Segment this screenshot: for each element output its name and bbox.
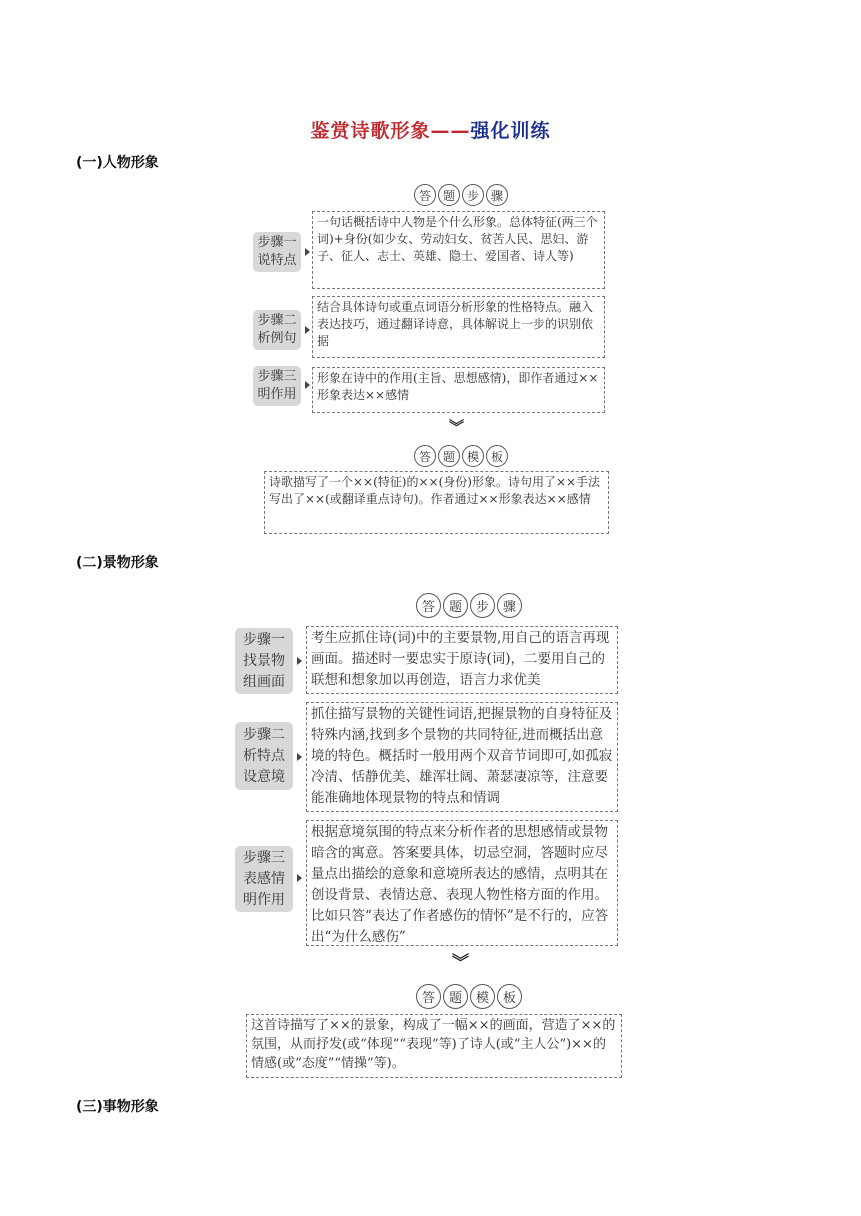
arrow-right-icon bbox=[297, 657, 302, 665]
scene-step-2-text: 抓住描写景物的关键性词语,把握景物的自身特征及特殊内涵,找到多个景物的共同特征,进而概括出意境的特色。概括时一般用两个双音节词即可,如孤寂冷清、恬静优美、雄浑壮阔、萧瑟凄凉等，注意要能准确地体现景物的特点和情调 bbox=[306, 702, 618, 812]
section-heading-object: (三)事物形象 bbox=[76, 1099, 159, 1115]
person-step-3-label: 步骤三 明作用 bbox=[253, 366, 301, 406]
title-char: 板 bbox=[497, 984, 522, 1009]
title-dash: —— bbox=[430, 120, 471, 142]
arrow-right-icon bbox=[305, 248, 310, 256]
title-char: 答 bbox=[414, 445, 436, 467]
scene-step-1-label: 步骤一 找景物 组画面 bbox=[235, 628, 293, 694]
section-heading-scene: (二)景物形象 bbox=[76, 555, 159, 571]
title-char: 板 bbox=[486, 445, 508, 467]
scene-step-2-label: 步骤二 析特点 设意境 bbox=[235, 722, 293, 790]
section-heading-person: (一)人物形象 bbox=[76, 155, 159, 171]
title-char: 步 bbox=[462, 184, 484, 206]
title-char: 题 bbox=[443, 984, 468, 1009]
title-char: 模 bbox=[470, 984, 495, 1009]
arrow-right-icon bbox=[297, 874, 302, 882]
scene-template-text: 这首诗描写了××的景象，构成了一幅××的画面，营造了××的氛围，从而抒发(或“体现”“表现”等)了诗人(或“主人公”)××的情感(或“态度”“情操”等)。 bbox=[246, 1014, 622, 1078]
scene-step-3-text: 根据意境氛围的特点来分析作者的思想感情或景物暗含的寓意。答案要具体，切忌空洞，答题时应尽量点出描绘的意象和意境所表达的感情，点明其在创设背景、表情达意、表现人物性格方面的作用。比如只答“表达了作者感伤的情怀”是不行的，应答出“为什么感伤” bbox=[306, 820, 618, 946]
arrow-right-icon bbox=[305, 326, 310, 334]
title-char: 题 bbox=[443, 593, 468, 618]
title-char: 骤 bbox=[486, 184, 508, 206]
title-sub: 强化训练 bbox=[470, 120, 551, 142]
person-template-text: 诗歌描写了一个××(特征)的××(身份)形象。诗句用了××手法写出了××(或翻译重点诗句)。作者通过××形象表达××感情 bbox=[264, 471, 609, 534]
title-char: 步 bbox=[470, 593, 495, 618]
double-chevron-down-icon: ︾ bbox=[449, 418, 465, 436]
scene-step-1-text: 考生应抓住诗(词)中的主要景物,用自己的语言再现画面。描述时一要忠实于原诗(词)，二要用自己的联想和想象加以再创造，语言力求优美 bbox=[306, 626, 618, 694]
arrow-right-icon bbox=[297, 753, 302, 761]
title-char: 题 bbox=[438, 445, 460, 467]
page-title bbox=[0, 116, 861, 143]
title-main: 鉴赏诗歌形象 bbox=[310, 120, 431, 142]
title-char: 答 bbox=[416, 984, 441, 1009]
scene-step-3-label: 步骤三 表感情 明作用 bbox=[235, 846, 293, 912]
title-char: 骤 bbox=[497, 593, 522, 618]
person-step-3-text: 形象在诗中的作用(主旨、思想感情)，即作者通过××形象表达××感情 bbox=[312, 367, 605, 413]
title-char: 答 bbox=[414, 184, 436, 206]
title-char: 答 bbox=[416, 593, 441, 618]
person-step-1-label: 步骤一 说特点 bbox=[253, 232, 301, 272]
person-step-1-text: 一句话概括诗中人物是个什么形象。总体特征(两三个词)+身份(如少女、劳动妇女、贫苦人民、思妇、游子、征人、志士、英雄、隐士、爱国者、诗人等) bbox=[312, 211, 605, 289]
scene-template-title bbox=[416, 984, 522, 1009]
scene-steps-title bbox=[416, 593, 522, 618]
person-step-2-label: 步骤二 析例句 bbox=[253, 310, 301, 350]
person-steps-title bbox=[414, 184, 508, 206]
person-template-title bbox=[414, 445, 508, 467]
title-char: 题 bbox=[438, 184, 460, 206]
arrow-right-icon bbox=[305, 381, 310, 389]
double-chevron-down-icon: ︾ bbox=[452, 953, 469, 973]
person-step-2-text: 结合具体诗句或重点词语分析形象的性格特点。融入表达技巧，通过翻译诗意，具体解说上一步的识别依据 bbox=[312, 296, 605, 358]
title-char: 模 bbox=[462, 445, 484, 467]
